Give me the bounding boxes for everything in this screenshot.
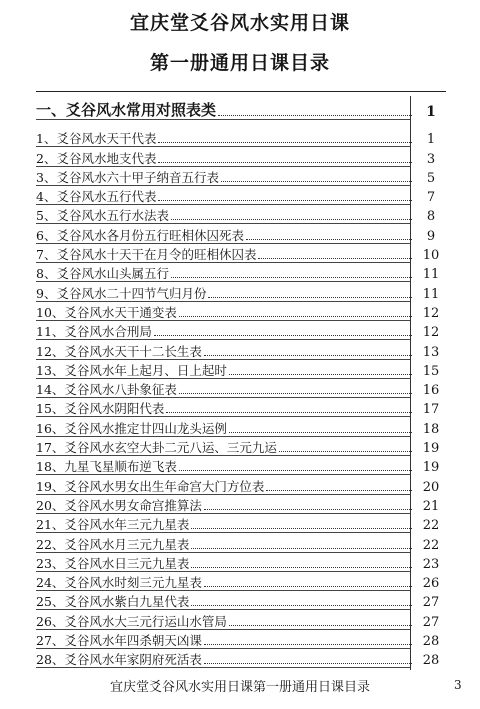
- toc-row[interactable]: [36, 456, 446, 475]
- toc-item-page: 7: [426, 190, 436, 206]
- row-underline: [36, 667, 410, 668]
- toc-row[interactable]: [36, 533, 446, 552]
- toc-item-page: 22: [422, 537, 440, 553]
- toc-item-page: 3: [426, 151, 436, 167]
- toc-item-page: 26: [422, 576, 440, 592]
- dot-leader: [266, 490, 412, 491]
- toc-row[interactable]: [36, 591, 446, 610]
- toc-row[interactable]: [36, 186, 446, 205]
- toc-item-label: 26、爻谷风水大三元行运山水管局: [36, 613, 227, 629]
- toc-row[interactable]: [36, 610, 446, 629]
- toc-item-label: 6、爻谷风水各月份五行旺相休囚死表: [36, 227, 244, 243]
- dot-leader: [171, 219, 412, 220]
- toc-item-label: 9、爻谷风水二十四节气归月份: [36, 285, 207, 301]
- toc-item-label: 19、爻谷风水男女出生年命宫大门方位表: [36, 478, 265, 494]
- toc-item-label: 1、爻谷风水天干代表: [36, 131, 157, 147]
- toc-item-label: 14、爻谷风水八卦象征表: [36, 382, 177, 398]
- dot-leader: [246, 239, 412, 240]
- toc-item-label: 4、爻谷风水五行代表: [36, 189, 157, 205]
- toc-row[interactable]: [36, 340, 446, 359]
- toc-item-page: 20: [422, 479, 440, 495]
- toc-item-page: 19: [422, 460, 440, 476]
- toc-item-page: 12: [422, 325, 440, 341]
- dot-leader: [166, 412, 412, 413]
- toc-row[interactable]: [36, 379, 446, 398]
- toc-row[interactable]: [36, 475, 446, 494]
- toc-item-label: 28、爻谷风水年家阴府死活表: [36, 652, 202, 668]
- toc-item-page: 27: [422, 614, 440, 630]
- toc-item-page: 10: [422, 248, 440, 264]
- dot-leader: [204, 509, 412, 510]
- document-title: 宜庆堂爻谷风水实用日课: [129, 12, 350, 34]
- toc-row[interactable]: [36, 572, 446, 591]
- toc-item-label: 8、爻谷风水山头属五行: [36, 266, 169, 282]
- toc-item-page: 11: [422, 286, 440, 302]
- toc-item-label: 24、爻谷风水时刻三元九星表: [36, 575, 202, 591]
- toc-row[interactable]: [36, 147, 446, 166]
- page-number: 3: [454, 678, 462, 692]
- toc-item-page: 15: [422, 363, 440, 379]
- dot-leader: [158, 200, 412, 201]
- dot-leader: [229, 625, 412, 626]
- toc-item-label: 17、爻谷风水玄空大卦二元八运、三元九运: [36, 440, 277, 456]
- toc-item-page: 5: [426, 170, 436, 186]
- toc-item-page: 22: [422, 518, 440, 534]
- dot-leader: [204, 644, 412, 645]
- toc-row[interactable]: [36, 630, 446, 649]
- toc-item-page: 16: [422, 383, 440, 399]
- page-footer: 宜庆堂爻谷风水实用日课第一册通用日课目录: [109, 680, 370, 695]
- dot-leader: [229, 432, 412, 433]
- dot-leader: [279, 451, 412, 452]
- toc-row[interactable]: [36, 514, 446, 533]
- document-subtitle: 第一册通用日课目录: [149, 52, 330, 74]
- toc-row[interactable]: [36, 244, 446, 263]
- dot-leader: [204, 663, 412, 664]
- toc-item-label: 5、爻谷风水五行水法表: [36, 208, 169, 224]
- toc-item-label: 7、爻谷风水十天干在月令的旺相休囚表: [36, 247, 257, 263]
- dot-leader: [208, 297, 412, 298]
- toc-item-page: 19: [422, 441, 440, 457]
- dot-leader: [258, 258, 412, 259]
- dot-leader: [158, 162, 412, 163]
- toc-item-page: 9: [426, 228, 436, 244]
- toc-row[interactable]: [36, 437, 446, 456]
- toc-item-page: 28: [422, 653, 440, 669]
- toc-row[interactable]: [36, 167, 446, 186]
- toc-row[interactable]: [36, 495, 446, 514]
- toc-item-page: 8: [426, 209, 436, 225]
- toc-item-page: 28: [422, 634, 440, 650]
- toc-row[interactable]: [36, 282, 446, 301]
- toc-item-label: 20、爻谷风水男女命宫推算法: [36, 497, 202, 513]
- toc-row[interactable]: [36, 649, 446, 668]
- toc-item-page: 27: [422, 595, 440, 611]
- toc-row[interactable]: [36, 263, 446, 282]
- toc-item-label: 10、爻谷风水天干通变表: [36, 304, 177, 320]
- toc-row[interactable]: [36, 398, 446, 417]
- dot-leader: [191, 567, 412, 568]
- dot-leader: [179, 470, 412, 471]
- toc-row[interactable]: [36, 553, 446, 572]
- toc-item-page: 21: [422, 498, 440, 514]
- toc-item-label: 18、九星飞星顺布逆飞表: [36, 459, 177, 475]
- dot-leader: [229, 374, 412, 375]
- toc-item-page: 23: [422, 556, 440, 572]
- dot-leader: [158, 142, 412, 143]
- toc-item-label: 13、爻谷风水年上起月、日上起时: [36, 362, 227, 378]
- toc-item-label: 23、爻谷风水日三元九星表: [36, 555, 190, 571]
- toc-item-label: 15、爻谷风水阴阳代表: [36, 401, 165, 417]
- dot-leader: [191, 528, 412, 529]
- toc-item-page: 13: [422, 344, 440, 360]
- toc-row[interactable]: [36, 224, 446, 243]
- toc-item-page: 11: [422, 267, 440, 283]
- toc-item-page: 18: [422, 421, 440, 437]
- dot-leader: [221, 181, 412, 182]
- toc-item-page: 1: [426, 132, 436, 148]
- toc-item-label: 22、爻谷风水月三元九星表: [36, 536, 190, 552]
- dot-leader: [191, 548, 412, 549]
- toc-item-label: 27、爻谷风水年四杀朝天凶课: [36, 633, 202, 649]
- toc-section-label: 一、爻谷风水常用对照表类: [36, 101, 217, 119]
- toc-row[interactable]: [36, 360, 446, 379]
- dot-leader: [154, 335, 412, 336]
- toc-item-label: 11、爻谷风水合刑局: [36, 324, 152, 340]
- toc-row[interactable]: [36, 417, 446, 436]
- header-rule: [36, 91, 446, 92]
- row-underline: [36, 119, 410, 120]
- dot-leader: [204, 355, 412, 356]
- toc-item-page: 17: [422, 402, 440, 418]
- toc-item-page: 12: [422, 305, 440, 321]
- toc-row[interactable]: [36, 205, 446, 224]
- toc-item-label: 2、爻谷风水地支代表: [36, 150, 157, 166]
- toc-section-row[interactable]: [36, 96, 446, 120]
- dot-leader: [179, 316, 412, 317]
- dot-leader: [204, 586, 412, 587]
- dot-leader: [179, 393, 412, 394]
- toc-section-page: 1: [426, 104, 436, 120]
- dot-leader: [171, 277, 412, 278]
- table-of-contents: [36, 96, 446, 668]
- toc-item-label: 25、爻谷风水紫白九星代表: [36, 594, 190, 610]
- toc-row[interactable]: [36, 128, 446, 147]
- toc-item-label: 3、爻谷风水六十甲子纳音五行表: [36, 169, 219, 185]
- toc-item-label: 12、爻谷风水天干十二长生表: [36, 343, 202, 359]
- toc-row[interactable]: [36, 302, 446, 321]
- toc-row[interactable]: [36, 321, 446, 340]
- toc-item-label: 21、爻谷风水年三元九星表: [36, 517, 190, 533]
- dot-leader: [191, 605, 412, 606]
- dot-leader: [218, 115, 412, 116]
- toc-item-label: 16、爻谷风水推定廿四山龙头运例: [36, 420, 227, 436]
